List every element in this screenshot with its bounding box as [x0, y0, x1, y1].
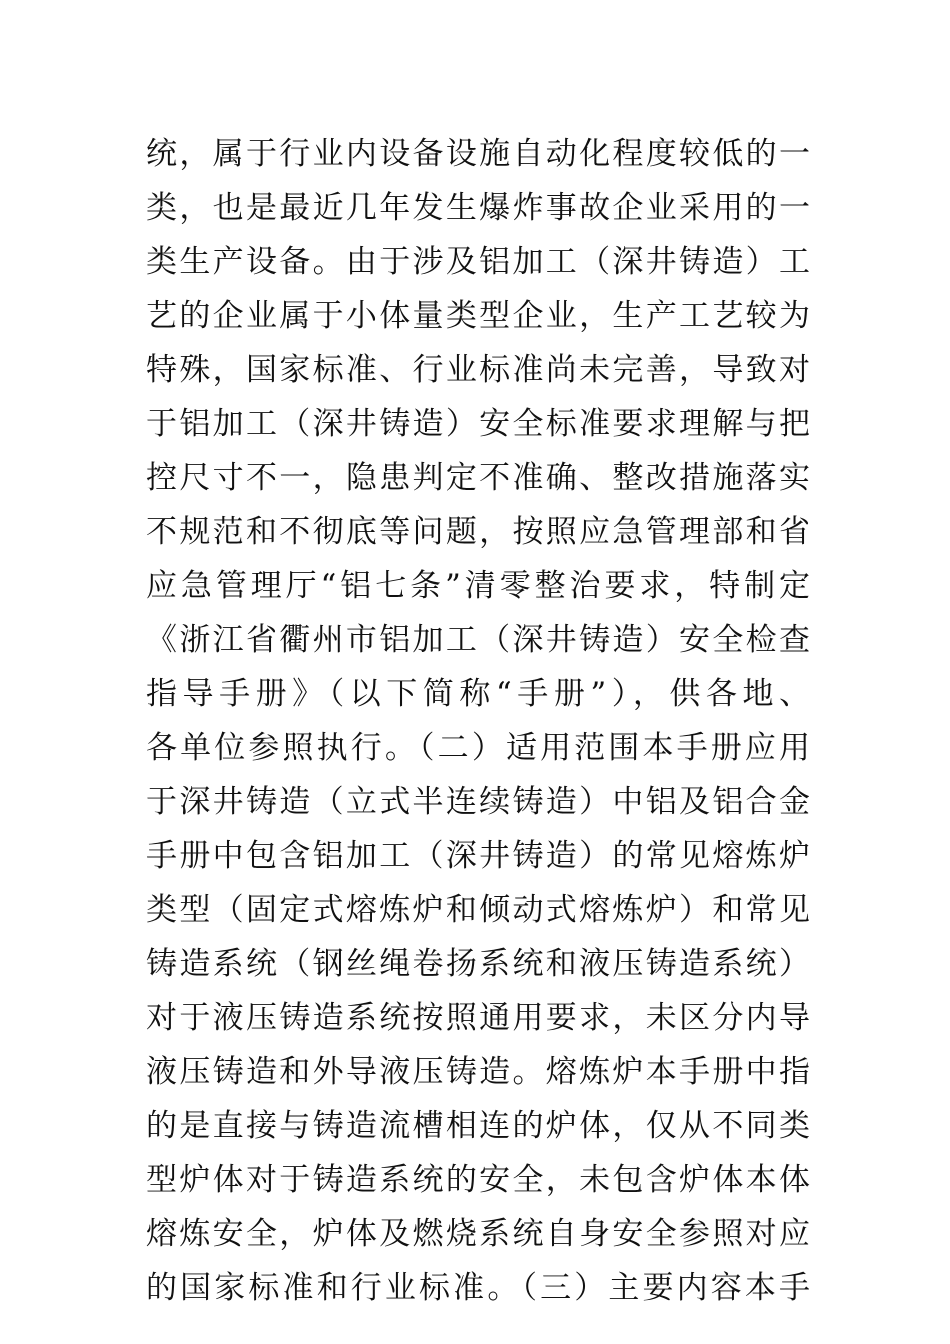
body-paragraph	[146, 127, 810, 1315]
text-line: 铸造系统（钢丝绳卷扬系统和液压铸造系统）	[146, 946, 810, 982]
text-line: 各单位参照执行。（二）适用范围本手册应用	[146, 730, 810, 766]
text-line: 对于液压铸造系统按照通用要求，未区分内导	[146, 1000, 810, 1036]
text-line: 熔炼安全，炉体及燃烧系统自身安全参照对应	[146, 1216, 810, 1252]
text-line: 特殊，国家标准、行业标准尚未完善，导致对	[146, 352, 810, 388]
text-line: 的国家标准和行业标准。（三）主要内容本手	[146, 1270, 810, 1306]
text-line: 液压铸造和外导液压铸造。熔炼炉本手册中指	[146, 1054, 810, 1090]
text-line: 类型（固定式熔炼炉和倾动式熔炼炉）和常见	[146, 892, 810, 928]
text-line: 《浙江省衢州市铝加工（深井铸造）安全检查	[146, 622, 810, 658]
text-line: 控尺寸不一，隐患判定不准确、整改措施落实	[146, 460, 810, 496]
text-line: 类，也是最近几年发生爆炸事故企业采用的一	[146, 190, 810, 226]
text-line: 不规范和不彻底等问题，按照应急管理部和省	[146, 514, 810, 550]
text-line: 于铝加工（深井铸造）安全标准要求理解与把	[146, 406, 810, 442]
text-line: 艺的企业属于小体量类型企业，生产工艺较为	[146, 298, 810, 334]
text-line: 型炉体对于铸造系统的安全，未包含炉体本体	[146, 1162, 810, 1198]
text-line: 统，属于行业内设备设施自动化程度较低的一	[146, 136, 810, 172]
text-line: 应急管理厅“铝七条”清零整治要求，特制定	[146, 568, 810, 604]
text-line: 类生产设备。由于涉及铝加工（深井铸造）工	[146, 244, 810, 280]
text-line: 指导手册》（以下简称“手册”），供各地、	[146, 676, 810, 712]
text-line: 的是直接与铸造流槽相连的炉体，仅从不同类	[146, 1108, 810, 1144]
text-line: 手册中包含铝加工（深井铸造）的常见熔炼炉	[146, 838, 810, 874]
text-line: 于深井铸造（立式半连续铸造）中铝及铝合金	[146, 784, 810, 820]
